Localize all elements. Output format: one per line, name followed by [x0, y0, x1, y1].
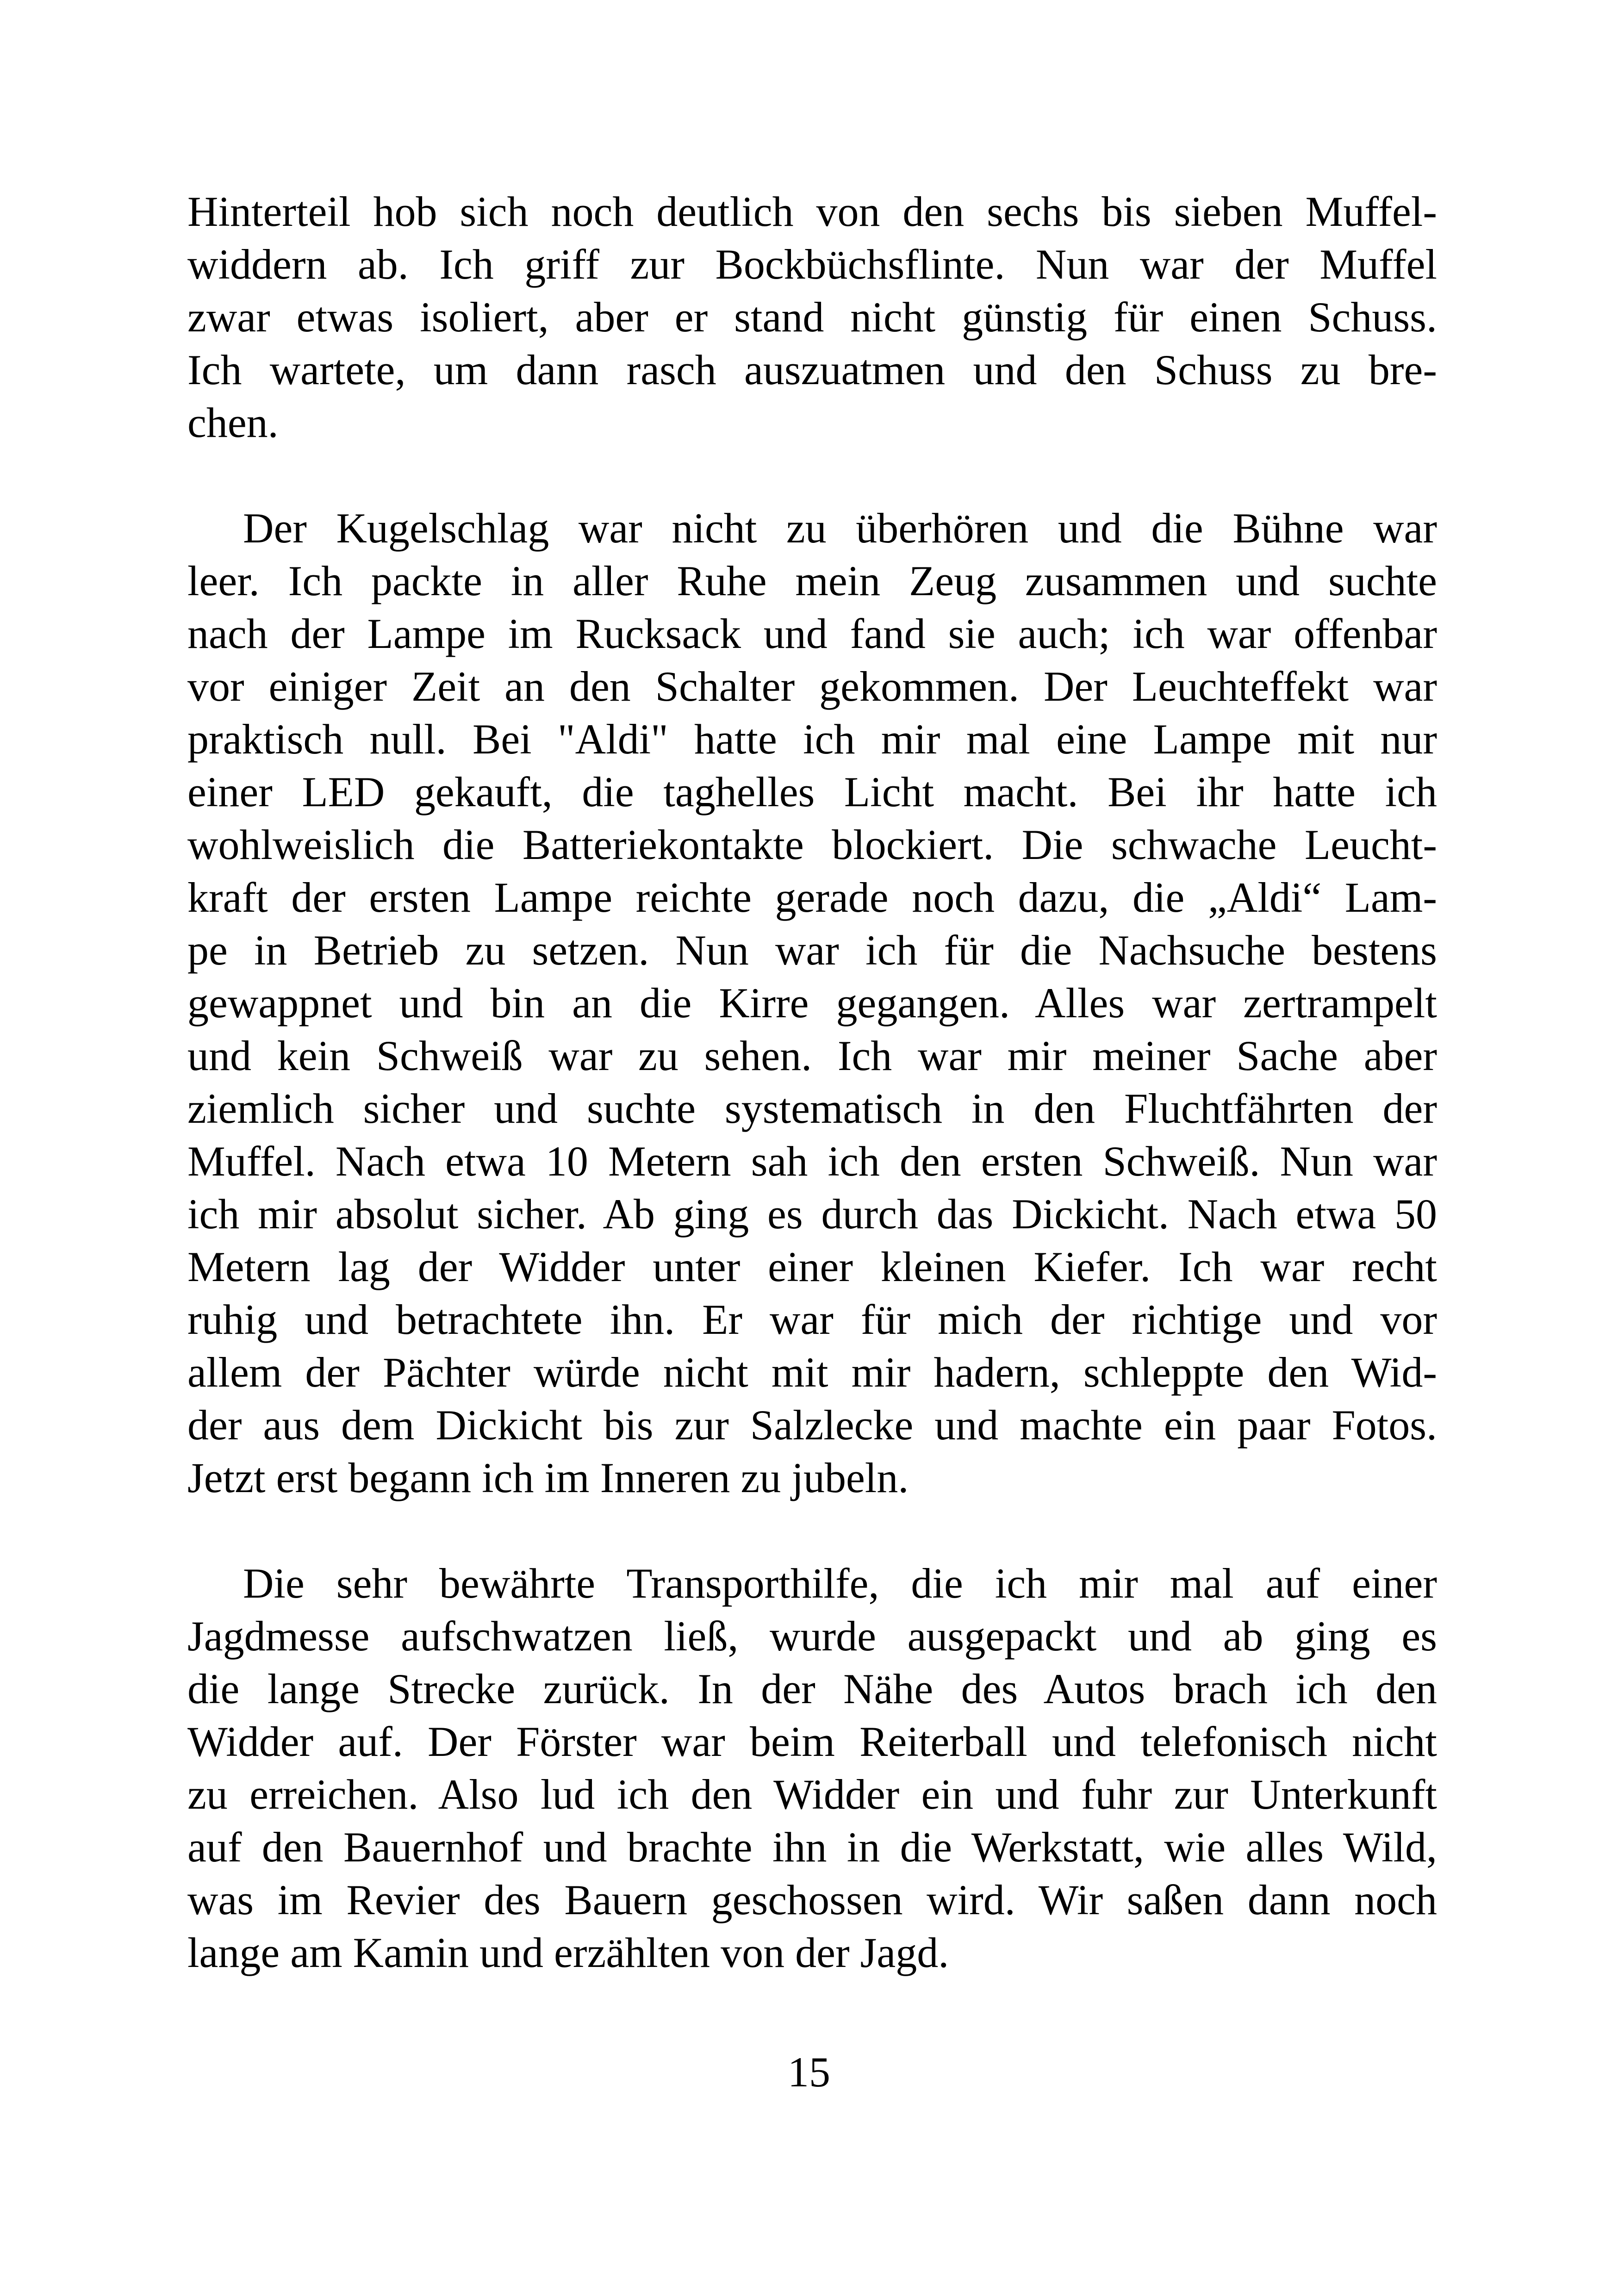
- paragraph-1: [187, 185, 1437, 449]
- text-line: ich mir absolut sicher. Ab ging es durch das Dickicht. Nach etwa 50: [187, 1190, 1437, 1238]
- text-line: kraft der ersten Lampe reichte gerade noch dazu, die „Aldi“ Lam-: [187, 874, 1437, 921]
- text-line: Metern lag der Widder unter einer kleinen Kiefer. Ich war recht: [187, 1243, 1437, 1290]
- text-line: pe in Betrieb zu setzen. Nun war ich für die Nachsuche bestens: [187, 927, 1437, 974]
- text-line: chen.: [187, 399, 279, 446]
- text-line: allem der Pächter würde nicht mit mir hadern, schleppte den Wid-: [187, 1349, 1437, 1396]
- text-line: zu erreichen. Also lud ich den Widder ein und fuhr zur Unterkunft: [187, 1771, 1437, 1818]
- text-line: auf den Bauernhof und brachte ihn in die Werkstatt, wie alles Wild,: [187, 1823, 1437, 1871]
- text-line: gewappnet und bin an die Kirre gegangen. Alles war zertrampelt: [187, 979, 1437, 1027]
- paragraph-2: [187, 502, 1437, 1504]
- paragraph-3: [187, 1557, 1437, 1979]
- text-line: Widder auf. Der Förster war beim Reiterball und telefonisch nicht: [187, 1718, 1437, 1765]
- text-line: vor einiger Zeit an den Schalter gekommen. Der Leuchteffekt war: [187, 663, 1437, 710]
- text-line: Ich wartete, um dann rasch auszuatmen und den Schuss zu bre-: [187, 346, 1437, 393]
- text-line: Muffel. Nach etwa 10 Metern sah ich den ersten Schweiß. Nun war: [187, 1138, 1437, 1185]
- text-line: ziemlich sicher und suchte systematisch in den Fluchtfährten der: [187, 1085, 1437, 1132]
- text-line: Jagdmesse aufschwatzen ließ, wurde ausgepackt und ab ging es: [187, 1612, 1437, 1660]
- text-line: der aus dem Dickicht bis zur Salzlecke und machte ein paar Fotos.: [187, 1401, 1437, 1449]
- text-line: praktisch null. Bei "Aldi" hatte ich mir mal eine Lampe mit nur: [187, 716, 1437, 763]
- page-body: [187, 185, 1437, 1979]
- text-line: was im Revier des Bauern geschossen wird. Wir saßen dann noch: [187, 1876, 1437, 1923]
- text-line: zwar etwas isoliert, aber er stand nicht günstig für einen Schuss.: [187, 293, 1437, 341]
- page-number: 15: [788, 2048, 830, 2096]
- text-line: wohlweislich die Batteriekontakte blockiert. Die schwache Leucht-: [187, 821, 1437, 868]
- text-line: Die sehr bewährte Transporthilfe, die ich mir mal auf einer: [243, 1560, 1437, 1607]
- text-line: die lange Strecke zurück. In der Nähe des Autos brach ich den: [187, 1665, 1437, 1712]
- text-line: Jetzt erst begann ich im Inneren zu jubeln.: [187, 1454, 909, 1501]
- text-line: Hinterteil hob sich noch deutlich von den sechs bis sieben Muffel-: [187, 188, 1437, 235]
- text-line: nach der Lampe im Rucksack und fand sie auch; ich war offenbar: [187, 610, 1437, 657]
- text-line: widdern ab. Ich griff zur Bockbüchsflinte. Nun war der Muffel: [187, 241, 1437, 288]
- text-line: und kein Schweiß war zu sehen. Ich war mir meiner Sache aber: [187, 1032, 1437, 1079]
- text-line: einer LED gekauft, die taghelles Licht macht. Bei ihr hatte ich: [187, 768, 1437, 815]
- text-line: lange am Kamin und erzählten von der Jagd.: [187, 1929, 949, 1976]
- text-line: Der Kugelschlag war nicht zu überhören und die Bühne war: [243, 504, 1437, 552]
- text-line: leer. Ich packte in aller Ruhe mein Zeug zusammen und suchte: [187, 557, 1437, 604]
- text-line: ruhig und betrachtete ihn. Er war für mich der richtige und vor: [187, 1296, 1437, 1343]
